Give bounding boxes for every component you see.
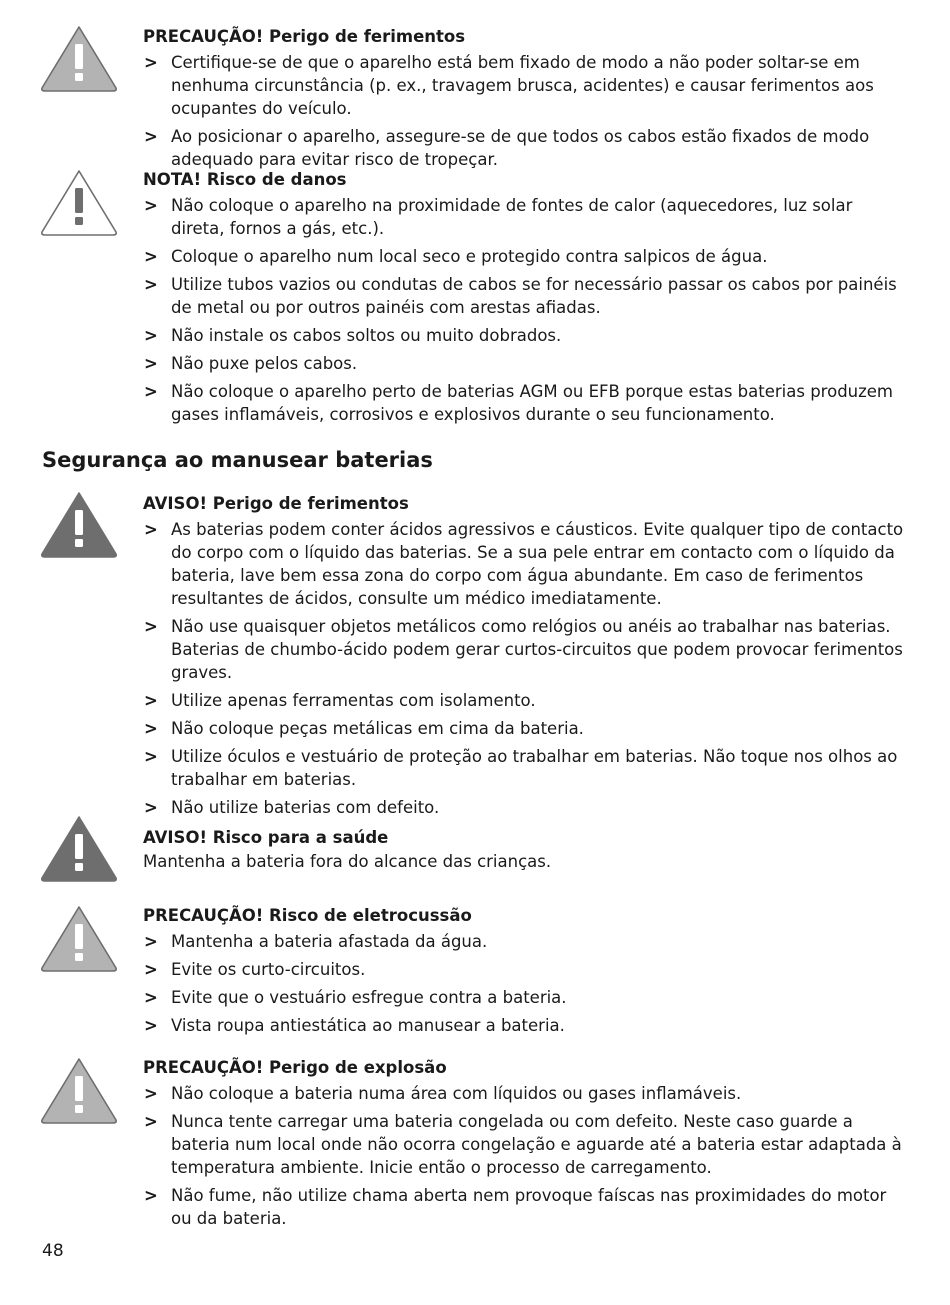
page-number: 48 [42,1241,64,1261]
list-item: > Nunca tente carregar uma bateria congelada ou com defeito. Neste caso guarde a bateria num local onde não ocorra congelação e aguarde até a bateria estar adaptada à temperatura ambiente. Inicie então o processo de carregamento. [143,1110,910,1179]
list-item: > As baterias podem conter ácidos agressivos e cáusticos. Evite qualquer tipo de contacto do corpo com o líquido das baterias. Se a sua pele entrar em contacto com o líquido da bateria, lave bem essa zona do corpo com água abundante. Em caso de ferimentos resultantes de ácidos, consulte um médico imediatamente. [143,518,910,610]
list-item: > Não instale os cabos soltos ou muito dobrados. [143,324,910,347]
warning-triangle-icon [40,168,118,236]
block-heading: AVISO! Risco para a saúde [143,828,389,847]
warning-triangle-icon [40,24,118,92]
list-item: > Utilize tubos vazios ou condutas de cabos se for necessário passar os cabos por painéis de metal ou por outros painéis com arestas afiadas. [143,273,910,319]
block-heading: PRECAUÇÃO! Perigo de ferimentos [143,27,466,46]
warning-triangle-icon [40,1056,118,1124]
bullet-list [143,1082,910,1230]
block-heading: AVISO! Perigo de ferimentos [143,494,409,513]
list-item: > Não utilize baterias com defeito. [143,796,910,819]
list-item: > Utilize óculos e vestuário de proteção ao trabalhar em baterias. Não toque nos olhos ao trabalhar em baterias. [143,745,910,791]
block-text: Mantenha a bateria fora do alcance das crianças. [143,852,552,871]
bullet-list [143,194,910,426]
list-item: > Não coloque o aparelho na proximidade de fontes de calor (aquecedores, luz solar direta, fornos a gás, etc.). [143,194,910,240]
bullet-list [143,51,910,171]
list-item: > Não coloque o aparelho perto de baterias AGM ou EFB porque estas baterias produzem gases inflamáveis, corrosivos e explosivos durante o seu funcionamento. [143,380,910,426]
list-item: > Não coloque a bateria numa área com líquidos ou gases inflamáveis. [143,1082,910,1105]
list-item: > Não fume, não utilize chama aberta nem provoque faíscas nas proximidades do motor ou da bateria. [143,1184,910,1230]
list-item: > Certifique-se de que o aparelho está bem fixado de modo a não poder soltar-se em nenhuma circunstância (p. ex., travagem brusca, acidentes) e causar ferimentos aos ocupantes do veículo. [143,51,910,120]
block-heading: PRECAUÇÃO! Perigo de explosão [143,1058,447,1077]
warning-triangle-icon [40,490,118,558]
warning-triangle-icon [40,814,118,882]
list-item: > Ao posicionar o aparelho, assegure-se de que todos os cabos estão fixados de modo adequado para evitar risco de tropeçar. [143,125,910,171]
section-title: Segurança ao manusear baterias [42,448,433,472]
list-item: > Não use quaisquer objetos metálicos como relógios ou anéis ao trabalhar nas baterias. Baterias de chumbo-ácido podem gerar curtos-circuitos que podem provocar ferimentos graves. [143,615,910,684]
list-item: > Coloque o aparelho num local seco e protegido contra salpicos de água. [143,245,910,268]
bullet-list [143,518,910,819]
block-heading: NOTA! Risco de danos [143,170,347,189]
block-heading: PRECAUÇÃO! Risco de eletrocussão [143,906,472,925]
list-item: > Não coloque peças metálicas em cima da bateria. [143,717,910,740]
list-item: > Utilize apenas ferramentas com isolamento. [143,689,910,712]
list-item: > Não puxe pelos cabos. [143,352,910,375]
list-item: > Evite os curto-circuitos. [143,958,910,981]
list-item: > Vista roupa antiestática ao manusear a bateria. [143,1014,910,1037]
list-item: > Mantenha a bateria afastada da água. [143,930,910,953]
bullet-list [143,930,910,1037]
list-item: > Evite que o vestuário esfregue contra a bateria. [143,986,910,1009]
warning-triangle-icon [40,904,118,972]
